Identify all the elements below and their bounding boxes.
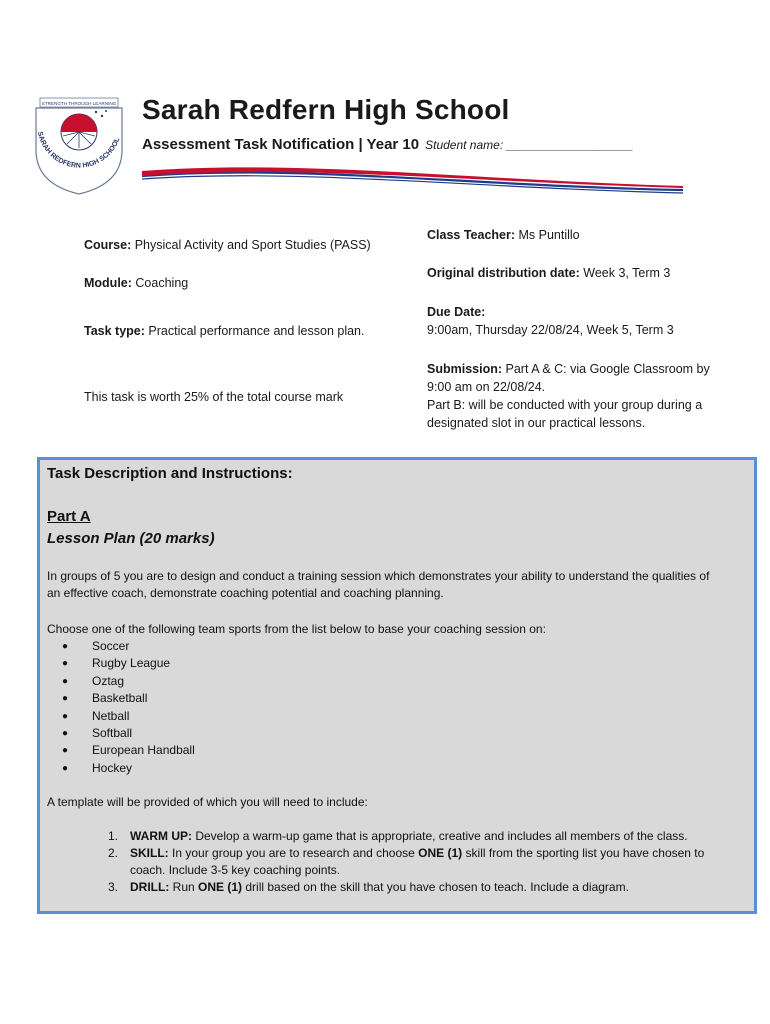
distribution-label: Original distribution date: — [427, 266, 580, 280]
step-number: 3. — [108, 880, 119, 894]
module-label: Module: — [84, 276, 132, 290]
template-steps — [92, 828, 732, 896]
intro-line-2: an effective coach, demonstrate coaching potential and coaching planning. — [47, 586, 444, 600]
step-text: Develop a warm-up game that is appropriate, creative and includes all members of the class. — [192, 829, 688, 843]
task-type-line — [84, 322, 364, 340]
due-date-value: 9:00am, Thursday 22/08/24, Week 5, Term 3 — [427, 323, 674, 337]
teacher-label: Class Teacher: — [427, 228, 516, 242]
step-text: In your group you are to research and choose — [168, 846, 419, 860]
submission-line-2: 9:00 am on 22/08/24. — [427, 380, 546, 394]
course-label: Course: — [84, 238, 132, 252]
logo-ring-text: SARAH REDFERN HIGH SCHOOL — [35, 130, 122, 170]
distribution-value: Week 3, Term 3 — [583, 266, 671, 280]
module-line — [84, 274, 188, 292]
list-item — [92, 828, 732, 845]
task-heading: Task Description and Instructions: — [47, 465, 293, 482]
submission-label: Submission: — [427, 362, 503, 376]
task-worth: This task is worth 25% of the total course mark — [84, 390, 344, 404]
distribution-line — [427, 264, 670, 282]
school-crest-icon — [26, 92, 132, 196]
due-date-label: Due Date: — [427, 305, 486, 319]
step-text: Run — [169, 880, 199, 894]
submission-block — [427, 360, 747, 432]
list-item — [92, 879, 732, 896]
list-item: ● European Handball — [62, 742, 195, 759]
choose-sport-text: Choose one of the following team sports from the list below to base your coaching session on: — [47, 622, 546, 636]
part-a-heading: Part A — [47, 508, 91, 525]
student-name-field: Student name: ___________________ — [425, 138, 634, 152]
submission-line-4: designated slot in our practical lessons. — [427, 416, 646, 430]
step-emphasis: ONE (1) — [418, 846, 463, 860]
task-type-value: Practical performance and lesson plan. — [148, 324, 365, 338]
list-item: ● Hockey — [62, 760, 195, 777]
list-item: ● Netball — [62, 708, 195, 725]
step-label: SKILL: — [130, 846, 169, 860]
step-number: 2. — [108, 846, 119, 860]
course-value: Physical Activity and Sport Studies (PASS) — [134, 238, 371, 252]
template-text: A template will be provided of which you will need to include: — [47, 795, 368, 809]
subtitle-text: Assessment Task Notification | Year 10 — [142, 136, 420, 153]
course-line — [84, 236, 371, 254]
list-item: ● Softball — [62, 725, 195, 742]
assessment-subtitle — [142, 136, 633, 153]
sports-list — [62, 638, 195, 777]
list-item: ● Soccer — [62, 638, 195, 655]
header-swoosh — [140, 160, 685, 198]
step-label: WARM UP: — [130, 829, 192, 843]
step-text-continued: skill from the sporting list you have chosen to coach. Include 3-5 key coaching points. — [130, 846, 705, 877]
logo-motto: STRENGTH THROUGH LEARNING — [41, 101, 117, 106]
submission-line-3: Part B: will be conducted with your group during a — [427, 398, 703, 412]
list-item: ● Rugby League — [62, 655, 195, 672]
list-item — [92, 845, 732, 879]
list-item: ● Basketball — [62, 690, 195, 707]
step-emphasis: ONE (1) — [198, 880, 243, 894]
intro-line-1: In groups of 5 you are to design and conduct a training session which demonstrates your ability to understand the qualities of — [47, 569, 710, 583]
submission-line-1: Part A & C: via Google Classroom by — [505, 362, 710, 376]
module-value: Coaching — [135, 276, 189, 290]
task-intro — [47, 568, 747, 602]
lesson-plan-heading: Lesson Plan (20 marks) — [47, 530, 215, 547]
teacher-line — [427, 226, 580, 244]
task-description-box — [37, 457, 757, 914]
task-type-label: Task type: — [84, 324, 145, 338]
step-number: 1. — [108, 829, 119, 843]
school-title: Sarah Redfern High School — [142, 94, 510, 125]
teacher-value: Ms Puntillo — [518, 228, 580, 242]
due-date-block — [427, 303, 674, 339]
list-item: ● Oztag — [62, 673, 195, 690]
step-text-continued: drill based on the skill that you have chosen to teach. Include a diagram. — [242, 880, 629, 894]
step-label: DRILL: — [130, 880, 170, 894]
